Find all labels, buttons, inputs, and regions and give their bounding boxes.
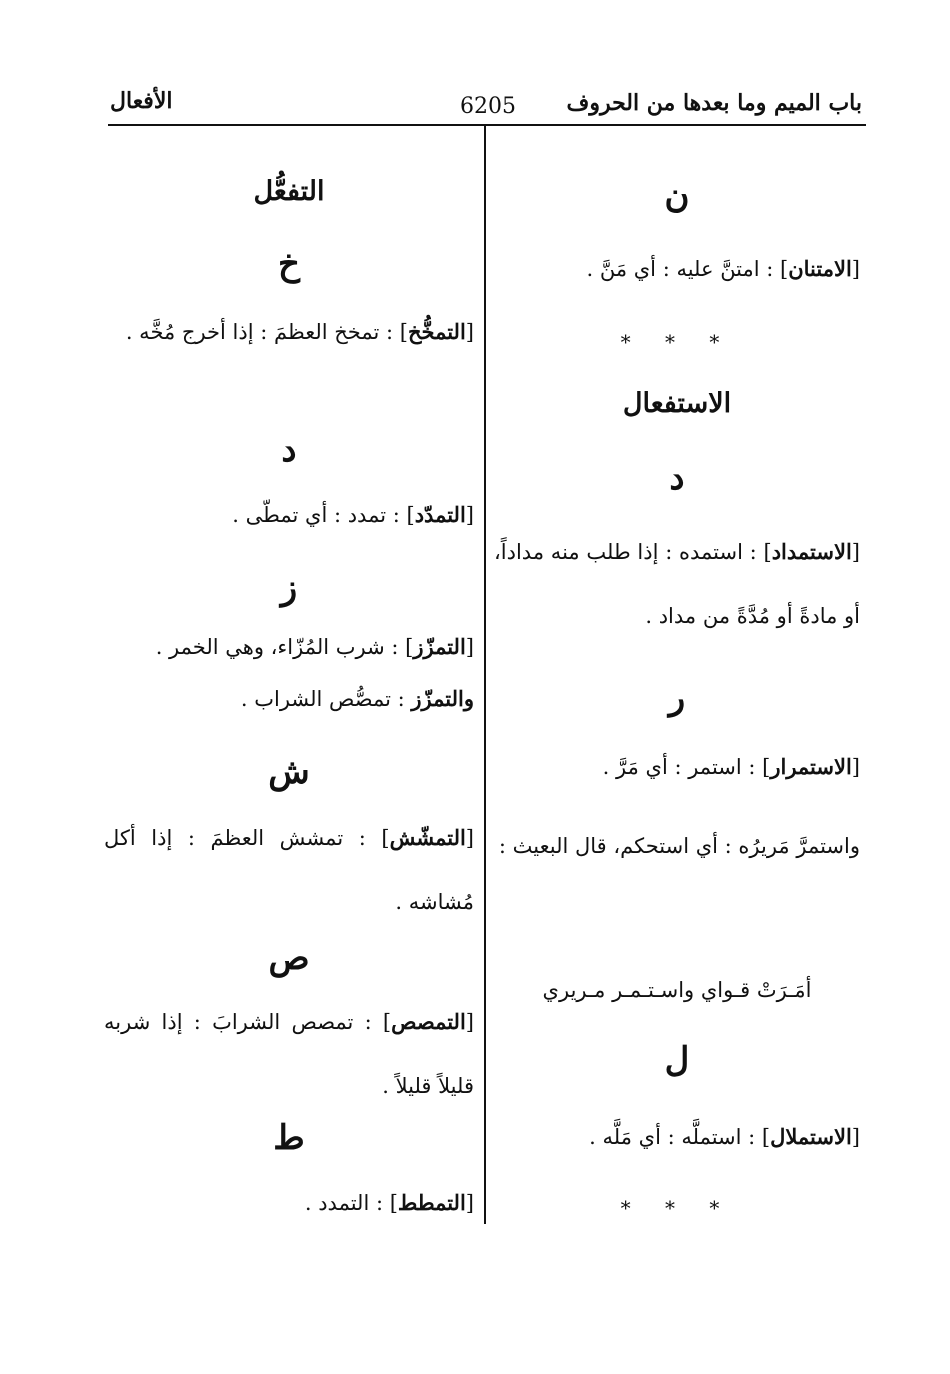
headword: التمدّد (414, 502, 466, 527)
headword: التمطط (397, 1190, 466, 1215)
letter-heading-nun: ن (664, 176, 690, 216)
letter-heading-ra: ر (668, 678, 686, 718)
entry-text: : تمشش العظمَ : إذا أكل مُشاشه . (104, 826, 474, 914)
entry-istimrar: [الاستمرار] : استمر : أي مَرَّ . (602, 754, 860, 779)
running-header-chapter: باب الميم وما بعدها من الحروف (566, 90, 862, 116)
entry-text: : امتنَّ عليه : أي مَنَّ . (586, 257, 774, 281)
letter-heading-zay: ز (280, 568, 298, 608)
entry-tamassus: [التمصص] : تمصص الشرابَ : إذا شربه قليلاً قليلاً . (104, 1009, 474, 1098)
running-header-section: الأفعال (110, 88, 173, 114)
headword: الاستملال (770, 1124, 852, 1149)
section-separator-stars: * * * (620, 330, 734, 354)
headword: التمشّش (389, 825, 466, 850)
poem-verse: أمَـرَتْ قـواي واسـتـمـر مـريري (542, 978, 812, 1002)
entry-text: : تمدد : أي تمطّى . (232, 503, 400, 527)
section-separator-stars: * * * (620, 1196, 734, 1220)
entry-istimdad: [الاستمداد] : استمده : إذا طلب منه مداداً، أو مادةً أو مُدَّةً من مداد . (494, 539, 860, 628)
section-title-tafaul: التفعُّل (253, 176, 325, 207)
entry-text: : تمخخ العظمَ : إذا أخرج مُخَّه . (125, 320, 394, 344)
letter-heading-sad: ص (268, 938, 310, 978)
entry-text: : استمر : أي مَرَّ . (602, 755, 756, 779)
entry-istimlal: [الاستملال] : استملَّه : أي مَلَّه . (589, 1124, 860, 1149)
letter-heading-shin: ش (268, 752, 310, 792)
entry-text: : استمده : إذا طلب منه مداداً، أو مادةً أو مُدَّةً من مداد . (494, 540, 860, 628)
entry-imtinan: [الامتنان] : امتنَّ عليه : أي مَنَّ . (586, 256, 860, 281)
entry-istimrar-continued: واستمرَّ مَريرُه : أي استحكم، قال البعيث : (498, 834, 860, 858)
entry-tamattut: [التمطط] : التمدد . (304, 1190, 474, 1215)
page-number: 6205 (460, 94, 516, 119)
letter-heading-ta: ط (273, 1118, 305, 1158)
letter-heading-kha: خ (278, 244, 300, 284)
entry-text: : التمدد . (304, 1191, 384, 1215)
headword: الاستمرار (770, 754, 852, 779)
entry-text: : تمصص الشرابَ : إذا شربه قليلاً قليلاً . (104, 1010, 474, 1098)
entry-text: : شرب المُزّاء، وهي الخمر . (155, 635, 399, 659)
column-divider (484, 126, 486, 1224)
headword: التمخُّخ (407, 319, 466, 344)
entry-tamaddud: [التمدّد] : تمدد : أي تمطّى . (232, 502, 474, 527)
headword: الامتنان (788, 256, 852, 281)
headword: الاستمداد (771, 539, 852, 564)
letter-heading-dal: د (281, 430, 297, 470)
headword: التمزّز (413, 634, 466, 659)
entry-text: : استملَّه : أي مَلَّه . (589, 1125, 756, 1149)
letter-heading-lam: ل (664, 1040, 690, 1080)
entry-tamazzuz-continued (104, 686, 474, 711)
headword: والتمزّز (411, 686, 474, 711)
section-title-istifal: الاستفعال (622, 388, 732, 419)
entry-tamashshush: [التمشّش] : تمشش العظمَ : إذا أكل مُشاشه . (104, 825, 474, 914)
entry-tamazzuz: [التمزّز] : شرب المُزّاء، وهي الخمر . (155, 634, 474, 659)
entry-tamakhkhukh: [التمخُّخ] : تمخخ العظمَ : إذا أخرج مُخَّه . (125, 319, 474, 344)
headword: التمصص (391, 1009, 466, 1034)
header-rule (108, 124, 866, 126)
entry-text: : تمصُّص الشراب . (240, 687, 405, 711)
letter-heading-dal: د (669, 458, 685, 498)
